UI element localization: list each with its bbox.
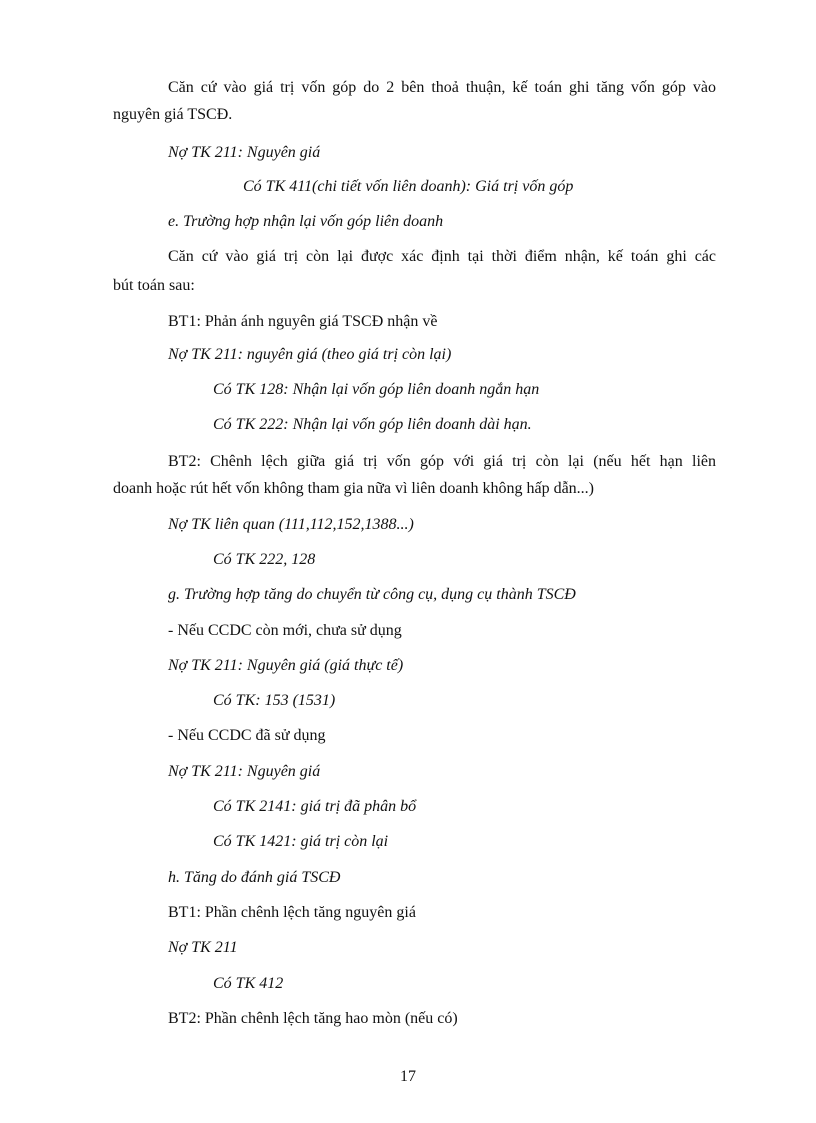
- journal-credit-line: Có TK 411(chi tiết vốn liên doanh): Giá trị vốn góp: [243, 178, 574, 195]
- section-heading: g. Trường hợp tăng do chuyển từ công cụ, dụng cụ thành TSCĐ: [168, 586, 576, 603]
- journal-debit-line: Nợ TK 211: nguyên giá (theo giá trị còn lại): [168, 346, 452, 363]
- entry-label: BT1: Phần chênh lệch tăng nguyên giá: [168, 904, 416, 921]
- journal-credit-line: Có TK: 153 (1531): [213, 692, 336, 709]
- journal-debit-line: Nợ TK 211: Nguyên giá: [168, 763, 321, 780]
- journal-credit-line: Có TK 412: [213, 975, 284, 992]
- paragraph-line: nguyên giá TSCĐ.: [113, 106, 233, 123]
- journal-credit-line: Có TK 1421: giá trị còn lại: [213, 833, 389, 850]
- page-number: 17: [400, 1068, 416, 1085]
- paragraph-line: doanh hoặc rút hết vốn không tham gia nữa vì liên doanh không hấp dẫn...): [113, 480, 595, 497]
- journal-debit-line: Nợ TK 211: [168, 939, 238, 956]
- journal-debit-line: Nợ TK 211: Nguyên giá: [168, 144, 321, 161]
- paragraph-line: Căn cứ vào giá trị còn lại được xác định tại thời điểm nhận, kế toán ghi các: [168, 248, 716, 265]
- entry-label: BT2: Phần chênh lệch tăng hao mòn (nếu có): [168, 1010, 458, 1027]
- journal-credit-line: Có TK 222, 128: [213, 551, 316, 568]
- journal-credit-line: Có TK 2141: giá trị đã phân bổ: [213, 798, 417, 815]
- journal-credit-line: Có TK 128: Nhận lại vốn góp liên doanh ngắn hạn: [213, 381, 540, 398]
- paragraph-line: BT2: Chênh lệch giữa giá trị vốn góp với giá trị còn lại (nếu hết hạn liên: [168, 453, 716, 470]
- paragraph-line: Căn cứ vào giá trị vốn góp do 2 bên thoả thuận, kế toán ghi tăng vốn góp vào: [168, 79, 716, 96]
- paragraph-line: bút toán sau:: [113, 277, 195, 294]
- journal-debit-line: Nợ TK liên quan (111,112,152,1388...): [168, 516, 414, 533]
- case-label: - Nếu CCDC còn mới, chưa sử dụng: [168, 622, 402, 639]
- journal-debit-line: Nợ TK 211: Nguyên giá (giá thực tế): [168, 657, 404, 674]
- entry-label: BT1: Phản ánh nguyên giá TSCĐ nhận về: [168, 313, 438, 330]
- journal-credit-line: Có TK 222: Nhận lại vốn góp liên doanh dài hạn.: [213, 416, 532, 433]
- section-heading: h. Tăng do đánh giá TSCĐ: [168, 869, 341, 886]
- section-heading: e. Trường hợp nhận lại vốn góp liên doanh: [168, 213, 444, 230]
- case-label: - Nếu CCDC đã sử dụng: [168, 727, 326, 744]
